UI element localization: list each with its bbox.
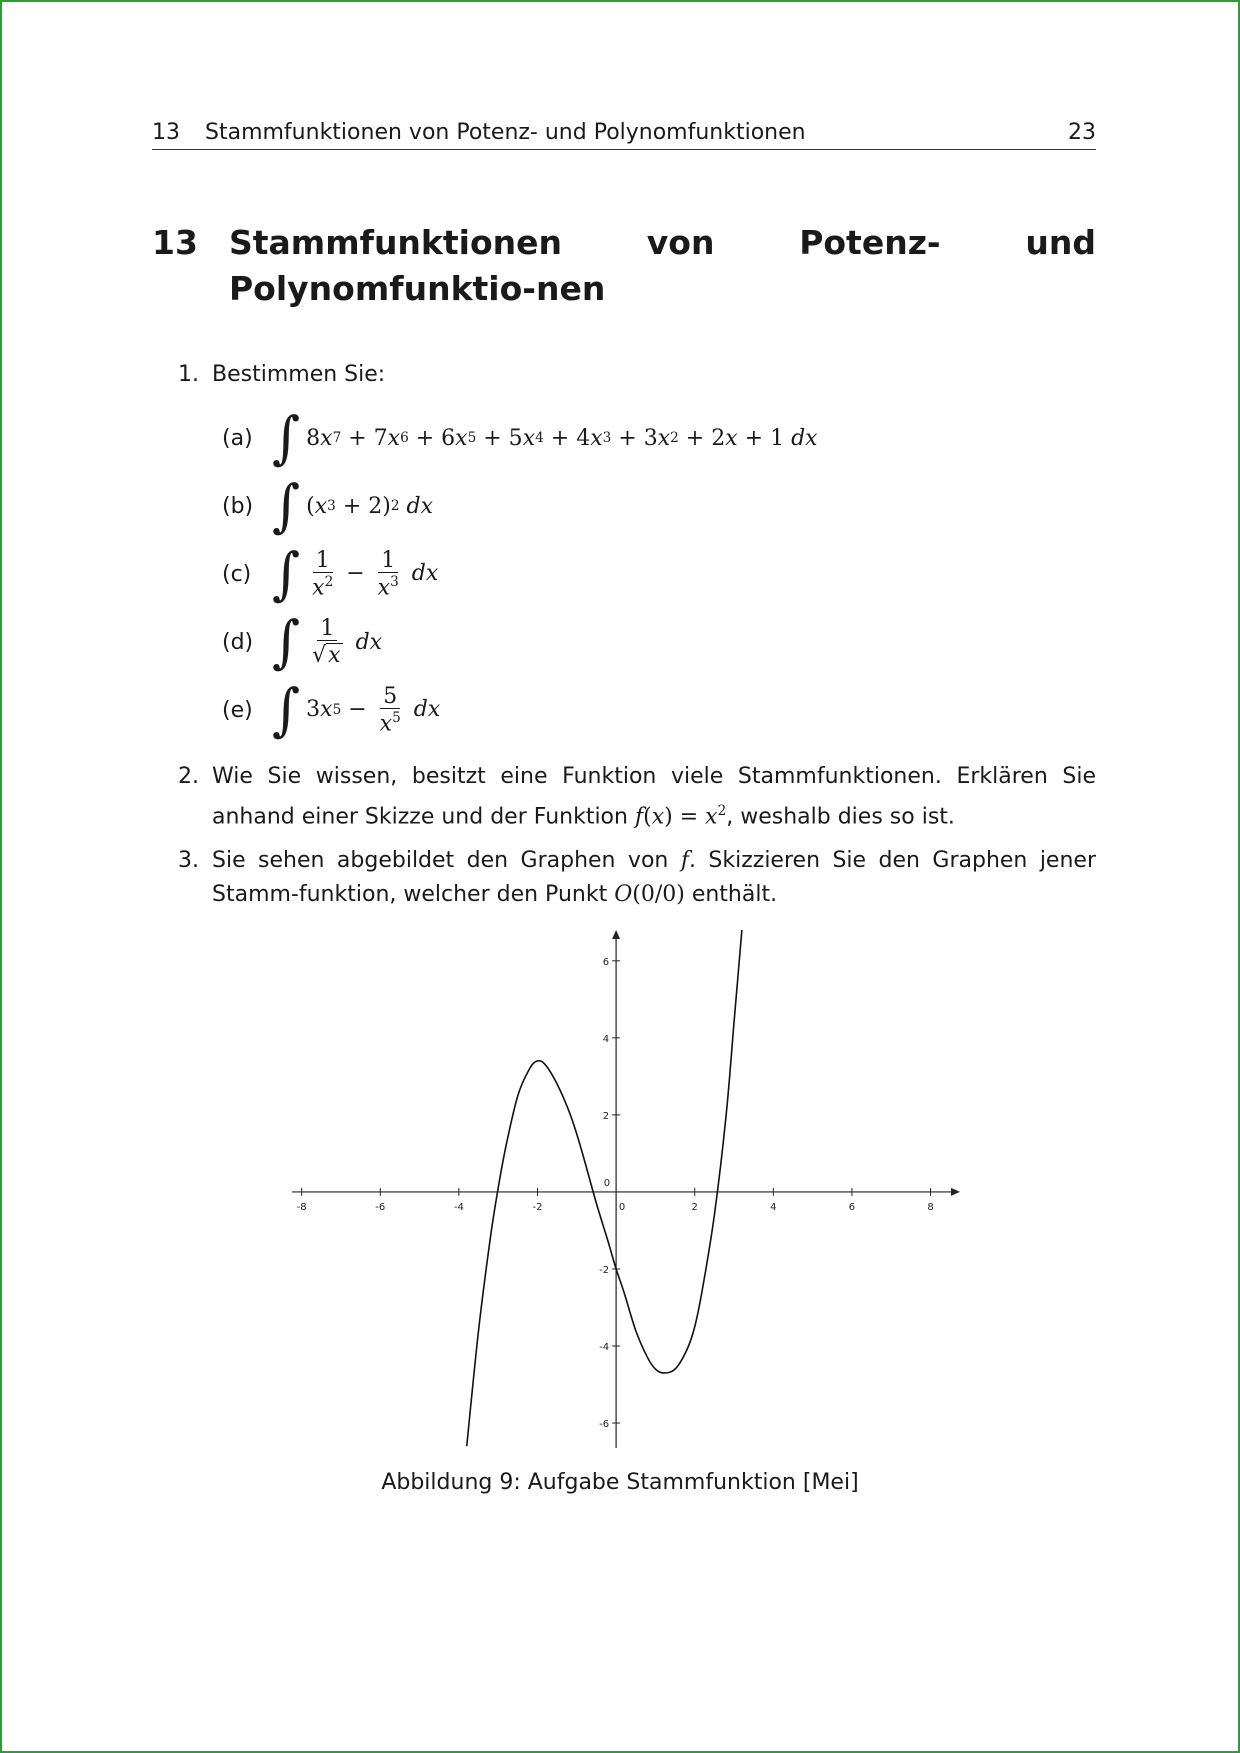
running-header <box>152 120 1096 150</box>
integral-sign: ∫ <box>272 676 301 743</box>
problem-number: 2. <box>178 764 199 789</box>
x-tick-label: 0 <box>618 1201 626 1213</box>
y-tick-label: 0 <box>603 1177 611 1189</box>
integral-sign: ∫ <box>272 404 301 471</box>
integrand: 3 x 5 − $\frac{5}{x^5}$ dx <box>306 683 441 737</box>
x-tick-label: -6 <box>375 1201 386 1213</box>
x-axis-arrow <box>951 1188 960 1196</box>
problem-text-end: enthält. <box>691 882 778 907</box>
section-heading <box>152 220 1096 312</box>
integral-e <box>222 678 440 742</box>
function-graph <box>282 930 962 1450</box>
problem-text-end: , weshalb dies so ist. <box>726 804 955 830</box>
subitem-label: (b) <box>222 493 254 519</box>
problem-text: Wie Sie wissen, besitzt eine Funktion viele Stammfunktionen. Erklären Sie anhand einer Skizze und der Funktion <box>212 764 1096 830</box>
problem-2: 2. Wie Sie wissen, besitzt eine Funktion viele Stammfunktionen. Erklären Sie anhand einer Skizze und der Funktion $f(x) = x^2$, weshalb dies so ist. <box>178 760 1096 834</box>
problem-text: Sie sehen abgebildet den Graphen von <box>212 848 669 873</box>
integrand: 1 √ x dx <box>312 615 383 668</box>
integral-d <box>222 610 382 674</box>
figure-caption: Abbildung 9: Aufgabe Stammfunktion [Mei] <box>381 1470 859 1495</box>
problem-1 <box>178 358 1096 392</box>
x-tick-label: -8 <box>296 1201 307 1213</box>
y-tick-label: -4 <box>599 1342 610 1353</box>
subitem-label: (c) <box>222 561 252 587</box>
subitem-label: (e) <box>222 697 253 723</box>
section-number: 13 <box>152 223 198 262</box>
math-function-f: f <box>680 848 689 873</box>
y-tick-label: -2 <box>599 1264 610 1276</box>
section-title: Stammfunktionen von Potenz- und Polynomfunktio-nen <box>229 223 1096 308</box>
x-tick-label: -2 <box>532 1201 543 1213</box>
integral-sign: ∫ <box>272 472 301 539</box>
y-tick-label: 6 <box>602 956 610 968</box>
y-tick-label: 2 <box>602 1110 610 1122</box>
x-tick-label: 4 <box>770 1201 777 1213</box>
problem-text: Bestimmen Sie: <box>212 362 386 387</box>
integrand: 8 x 7 + 7 x 6 + 6 x 5 + 5 x 4 + 4 x 3 + 3 x 2 + 2 x + 1 dx <box>306 425 818 451</box>
integral-b <box>222 474 433 538</box>
integral-a <box>222 406 818 470</box>
x-tick-label: 6 <box>848 1201 856 1213</box>
integrand: ( x 3 + 2) 2 dx <box>306 493 433 519</box>
y-axis-arrow <box>612 930 620 939</box>
header-section-number: 13 <box>152 120 180 145</box>
subitem-label: (d) <box>222 629 254 655</box>
integral-sign: ∫ <box>272 608 301 675</box>
problem-3: 3. Sie sehen abgebildet den Graphen von f. Skizzieren Sie den Graphen jener Stamm-funktion, welcher den Punkt O(0/0) enthält. <box>178 844 1096 912</box>
page-number: 23 <box>1068 120 1096 145</box>
integral-c <box>222 542 438 606</box>
integral-sign: ∫ <box>272 540 301 607</box>
subitem-label: (a) <box>222 425 253 451</box>
x-tick-label: 8 <box>927 1201 934 1213</box>
math-function-f: f <box>634 804 644 830</box>
x-tick-label: 2 <box>691 1201 698 1213</box>
integrand: $\frac{1}{x^2}$ − $\frac{1}{x^3}$ dx <box>312 547 439 601</box>
header-section-title: Stammfunktionen von Potenz- und Polynomfunktionen <box>205 120 806 145</box>
problem-number: 1. <box>178 362 199 387</box>
y-tick-label: 4 <box>602 1033 610 1045</box>
math-point-o: O <box>614 882 633 907</box>
x-tick-label: -4 <box>453 1201 464 1213</box>
problem-number: 3. <box>178 848 199 873</box>
problem-text-middle: . Skizzieren Sie den Graphen jener Stamm-funktion, welcher den Punkt <box>212 848 1096 907</box>
y-tick-label: -6 <box>599 1419 610 1431</box>
